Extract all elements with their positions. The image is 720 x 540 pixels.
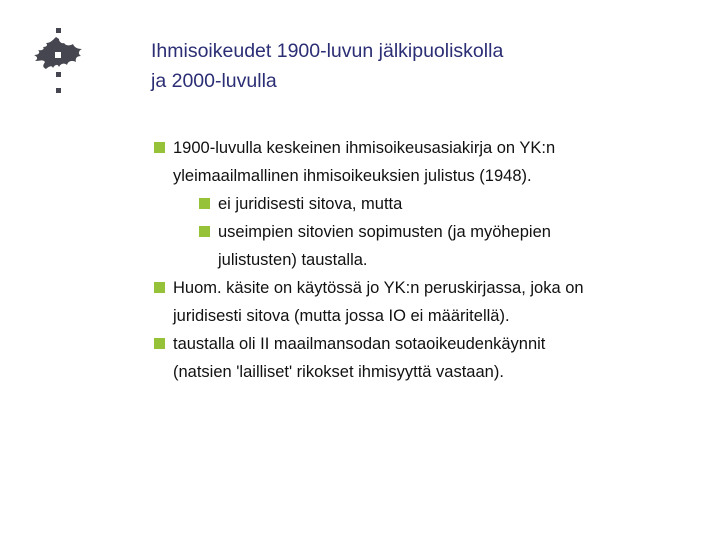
list-item-text: 1900-luvulla keskeinen ihmisoikeusasiakirja on YK:n [173,139,556,157]
square-bullet-icon [199,226,210,237]
list-item [150,190,710,218]
list-item [150,274,710,330]
list-item-text: julistusten) taustalla. [218,251,368,269]
list-item [150,134,710,190]
square-bullet-icon [199,198,210,209]
square-bullet-icon [154,338,165,349]
slide-title-line: Ihmisoikeudet 1900-luvun jälkipuoliskolla [151,40,504,62]
slide-title [151,36,691,96]
square-bullet-icon [154,142,165,153]
list-item-text: ei juridisesti sitova, mutta [218,195,403,213]
slide-title-line: ja 2000-luvulla [151,70,277,92]
list-item-text: Huom. käsite on käytössä jo YK:n peruskirjassa, joka on [173,279,584,297]
square-bullet-icon [154,282,165,293]
list-item-text: taustalla oli II maailmansodan sotaoikeudenkäynnit [173,335,546,353]
list-item-text: yleimaailmallinen ihmisoikeuksien julistus (1948). [173,167,532,185]
list-item-text: useimpien sitovien sopimusten (ja myöhepien [218,223,551,241]
list-item-text: (natsien 'lailliset' rikokset ihmisyyttä vastaan). [173,363,504,381]
university-logo-icon [26,28,88,96]
bullet-list [150,134,710,386]
list-item [150,218,710,274]
list-item-text: juridisesti sitova (mutta jossa IO ei määritellä). [173,307,510,325]
list-item [150,330,710,386]
